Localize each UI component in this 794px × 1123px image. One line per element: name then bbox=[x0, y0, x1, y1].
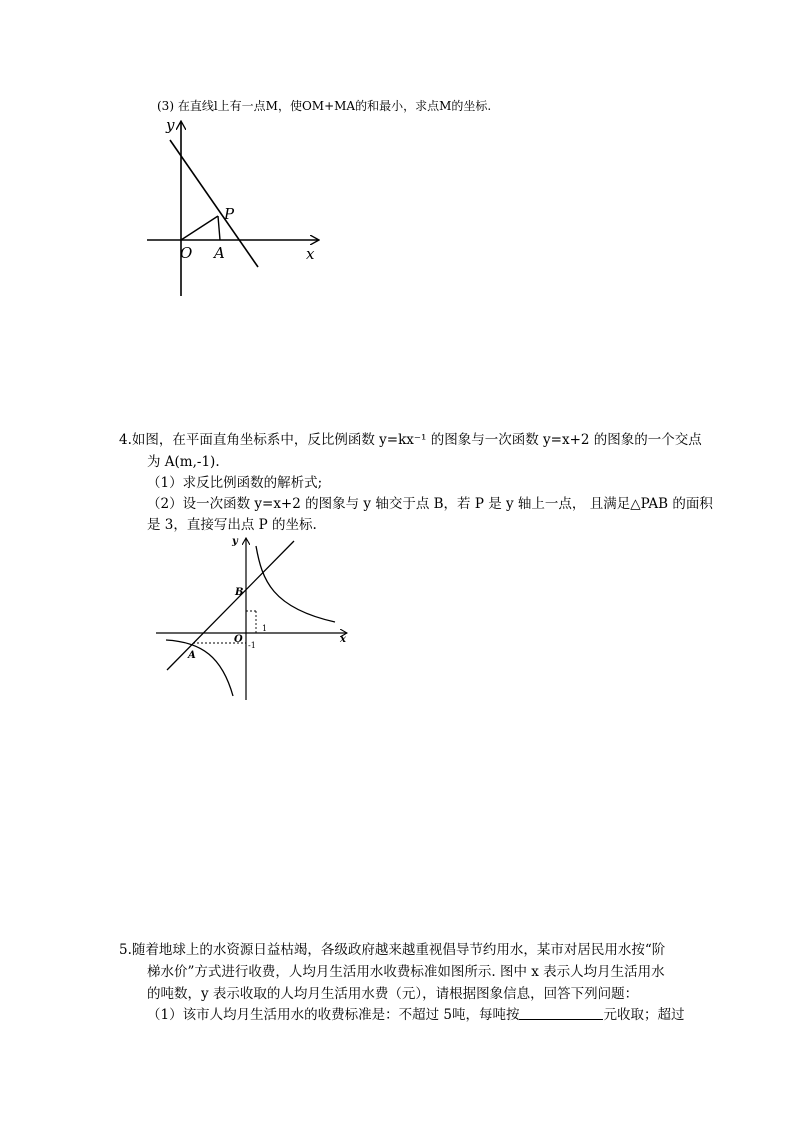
figure-1-line-graph bbox=[140, 112, 340, 302]
q4-line2: 为 A(m,-1). bbox=[147, 454, 220, 470]
label-o: O bbox=[234, 634, 243, 645]
q4-line4: （2）设一次函数 y=x+2 的图象与 y 轴交于点 B，若 P 是 y 轴上一点， 且满足△PAB 的面积 bbox=[147, 496, 713, 512]
linear-function-line bbox=[167, 541, 294, 670]
label-x: x bbox=[340, 634, 346, 645]
label-p: P bbox=[224, 205, 235, 223]
segment-op bbox=[181, 216, 218, 240]
label-neg1: -1 bbox=[248, 641, 256, 650]
q4-line5: 是 3，直接写出点 P 的坐标. bbox=[147, 517, 317, 533]
hyperbola-branch-q1 bbox=[256, 546, 335, 622]
q5-line2: 梯水价”方式进行收费，人均月生活用水收费标准如图所示. 图中 x 表示人均月生活用水 bbox=[147, 964, 665, 980]
label-1: 1 bbox=[262, 624, 268, 633]
label-a: A bbox=[188, 650, 196, 661]
q5-line1: 5.随着地球上的水资源日益枯竭，各级政府越来越重视倡导节约用水，某市对居民用水按“阶 bbox=[119, 942, 666, 958]
label-y: y bbox=[166, 116, 175, 134]
label-a: A bbox=[214, 244, 225, 262]
q4-line1: 4.如图，在平面直角坐标系中，反比例函数 y=kx⁻¹ 的图象与一次函数 y=x+2 的图象的一个交点 bbox=[119, 432, 702, 448]
segment-pa bbox=[218, 216, 220, 240]
q4-line3: （1）求反比例函数的解析式; bbox=[147, 475, 323, 491]
q5-line4-suffix: 元收取；超过 bbox=[603, 1007, 685, 1023]
hyperbola-branch-q3 bbox=[166, 640, 233, 696]
label-x: x bbox=[306, 245, 315, 263]
q5-line4 bbox=[147, 1005, 684, 1025]
q3-text: (3) 在直线l上有一点M，使OM+MA的和最小，求点M的坐标. bbox=[157, 99, 492, 113]
figure-2-function-graph bbox=[150, 532, 360, 704]
q5-line3: 的吨数，y 表示收取的人均月生活用水费（元），请根据图象信息，回答下列问题： bbox=[147, 986, 639, 1002]
label-b: B bbox=[235, 587, 244, 598]
answer-blank[interactable] bbox=[519, 1006, 603, 1020]
label-o: O bbox=[180, 244, 193, 262]
q5-line4-prefix: （1）该市人均月生活用水的收费标准是：不超过 5吨，每吨按 bbox=[147, 1007, 520, 1023]
label-y: y bbox=[232, 536, 238, 547]
